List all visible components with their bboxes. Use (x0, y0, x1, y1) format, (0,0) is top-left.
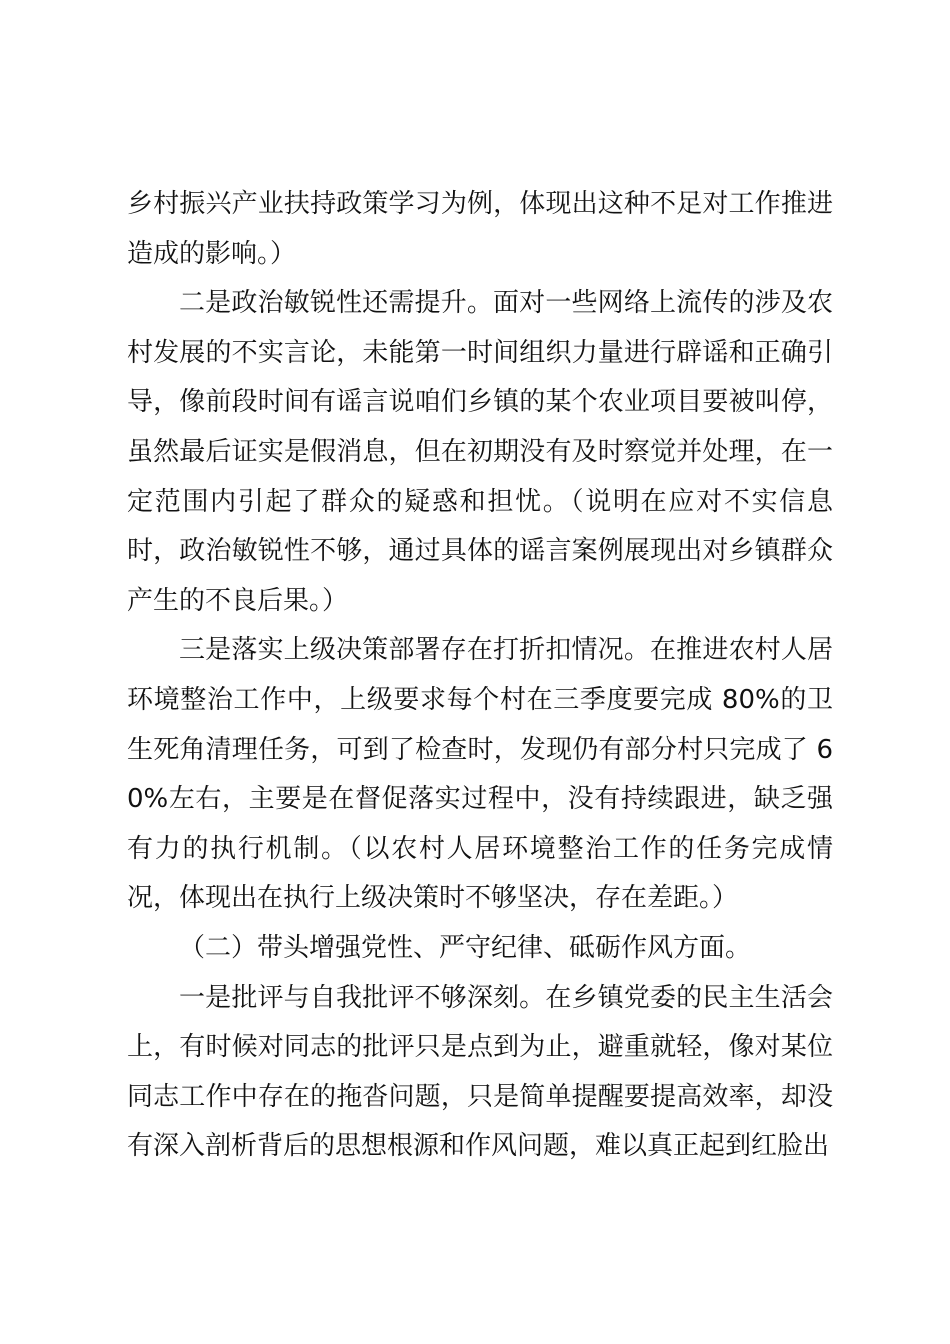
paragraph-implementation-discount: 三是落实上级决策部署存在打折扣情况。在推进农村人居环境整治工作中，上级要求每个村在三季度要完成 80%的卫生死角清理任务，可到了检查时，发现仍有部分村只完成了 60%左右，主要是在督促落实过程中，没有持续跟进，缺乏强有力的执行机制。（以农村人居环境整治工作的任务完成情况，体现出在执行上级决策时不够坚决，存在差距。） (127, 635, 833, 914)
section-heading-party-discipline: （二）带头增强党性、严守纪律、砥砺作风方面。 (179, 932, 752, 963)
paragraph-criticism-self-criticism: 一是批评与自我批评不够深刻。在乡镇党委的民主生活会上，有时候对同志的批评只是点到为止，避重就轻，像对某位同志工作中存在的拖沓问题，只是简单提醒要提高效率，却没有深入剖析背后的思想根源和作风问题，难以真正起到红脸出 (127, 982, 833, 1162)
document-body (127, 180, 833, 1172)
paragraph-continuation: 乡村振兴产业扶持政策学习为例，体现出这种不足对工作推进造成的影响。） (127, 189, 833, 269)
paragraph-political-sensitivity: 二是政治敏锐性还需提升。面对一些网络上流传的涉及农村发展的不实言论，未能第一时间组织力量进行辟谣和正确引导，像前段时间有谣言说咱们乡镇的某个农业项目要被叫停，虽然最后证实是假消息，但在初期没有及时察觉并处理，在一定范围内引起了群众的疑惑和担忧。（说明在应对不实信息时，政治敏锐性不够，通过具体的谣言案例展现出对乡镇群众产生的不良后果。） (127, 288, 833, 616)
